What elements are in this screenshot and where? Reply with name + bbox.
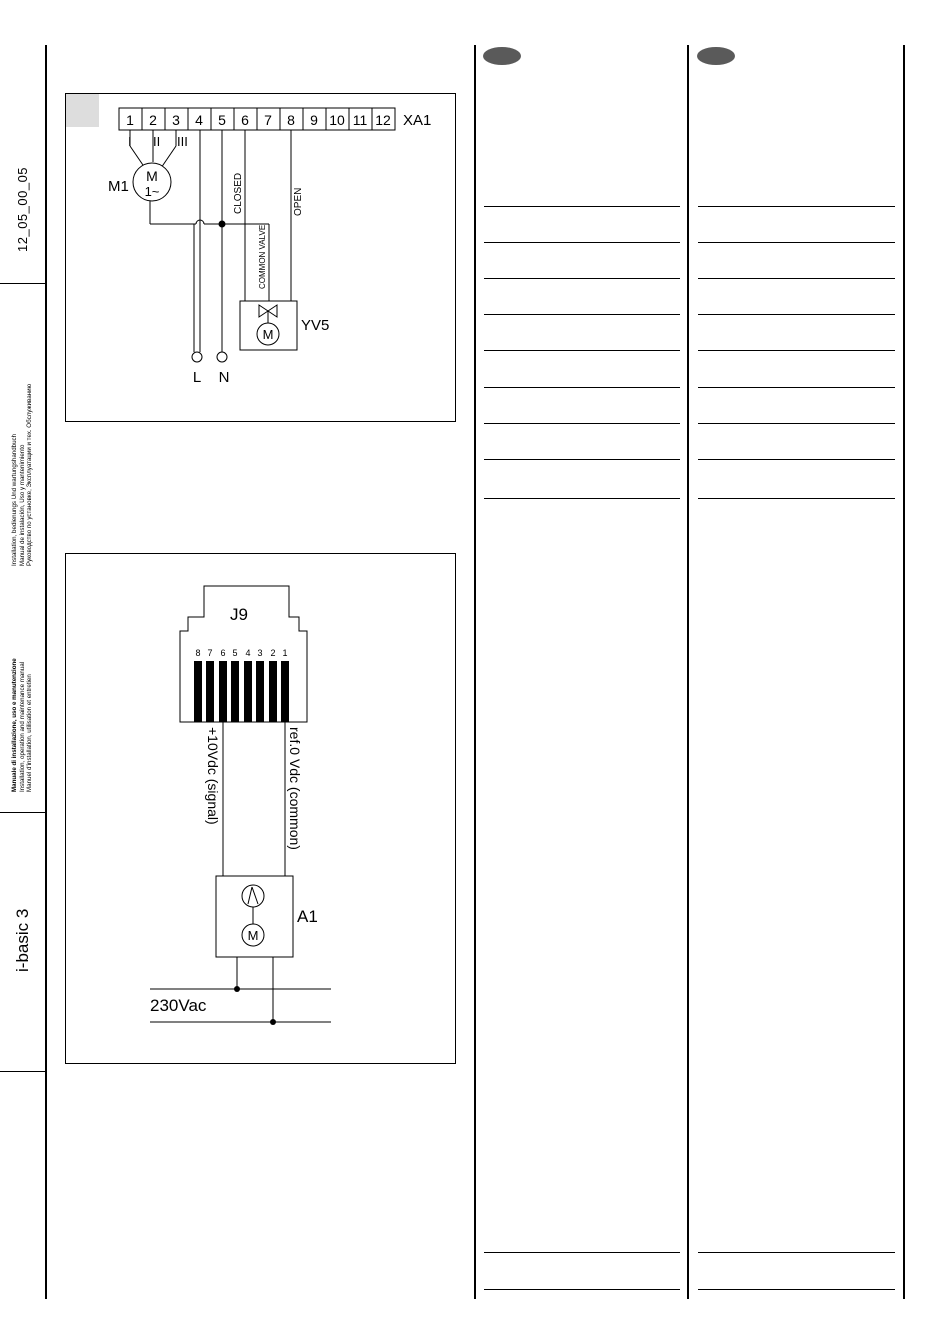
neutral-label: N: [218, 369, 230, 386]
pin-number: 3: [257, 648, 263, 658]
closed-label: CLOSED: [233, 172, 244, 214]
line-label: L: [192, 369, 202, 386]
blank-line: [484, 1252, 680, 1253]
terminal-number: 12: [375, 112, 391, 128]
winding-label: II: [153, 134, 161, 149]
manual-titles-block-2: [11, 658, 34, 792]
valve-label: YV5: [301, 317, 330, 334]
supply-label: 230Vac: [150, 996, 207, 1015]
device-motor-symbol: M: [247, 928, 259, 943]
junction-dot: [270, 1019, 276, 1025]
column-rule-left: [474, 45, 476, 1299]
document-code: 12_05_00_05: [15, 166, 30, 252]
pin-number: 2: [270, 648, 276, 658]
pin-number: 7: [207, 648, 213, 658]
valve-motor-symbol: M: [262, 327, 274, 342]
blank-line: [484, 314, 680, 315]
neutral-terminal-icon: [217, 352, 227, 362]
blank-line: [698, 206, 895, 207]
language-badge-icon: [483, 47, 521, 65]
blank-line: [698, 498, 895, 499]
blank-line: [698, 459, 895, 460]
line-terminal-icon: [192, 352, 202, 362]
pin-number: 6: [220, 648, 226, 658]
column-rule-right: [903, 45, 905, 1299]
fan-icon: [242, 885, 264, 907]
open-label: OPEN: [293, 187, 304, 216]
manual-titles-block-1: [11, 384, 34, 566]
blank-line: [484, 1289, 680, 1290]
signal-label: +10Vdc (signal): [205, 727, 221, 825]
terminal-number: 8: [287, 112, 295, 128]
language-badge-icon: [697, 47, 735, 65]
device-label: A1: [297, 907, 318, 926]
motor-symbol: M: [146, 168, 158, 184]
terminal-number: 5: [218, 112, 226, 128]
blank-line: [484, 498, 680, 499]
blank-line: [698, 278, 895, 279]
terminal-number: 3: [172, 112, 180, 128]
sidebar-divider: [0, 283, 45, 284]
blank-line: [698, 423, 895, 424]
blank-line: [484, 387, 680, 388]
connector-label: J9: [230, 605, 248, 624]
blank-line: [698, 242, 895, 243]
blank-line: [484, 278, 680, 279]
blank-line: [698, 1289, 895, 1290]
blank-line: [484, 206, 680, 207]
manual-title-de: Installation, bedienungs Und wartungshandbuch: [11, 433, 18, 566]
winding-label: III: [177, 134, 188, 149]
column-rule-middle: [687, 45, 689, 1299]
blank-line: [698, 350, 895, 351]
blank-line: [484, 423, 680, 424]
manual-title-ru: Руководство по установке, Эксплуатации и тех. Обслуживанию: [26, 383, 33, 566]
winding-label: I: [128, 134, 132, 149]
figure-marker: [66, 94, 99, 127]
terminal-number: 7: [264, 112, 272, 128]
common-valve-label: COMMON VALVE: [258, 224, 267, 289]
terminal-number: 6: [241, 112, 249, 128]
wiring-diagram-j9-svg: [66, 554, 455, 1063]
manual-title-it: Manuale di installazione, uso e manutenzione: [11, 658, 18, 792]
wiring-diagram-j9: [65, 553, 456, 1064]
wiring-diagram-xa1-svg: [66, 94, 455, 421]
sidebar-divider: [0, 1071, 45, 1072]
pin-number: 5: [232, 648, 238, 658]
terminal-block-label: XA1: [403, 112, 432, 129]
common-label: ref.0 Vdc (common): [287, 727, 303, 850]
junction-dot: [219, 221, 226, 228]
blank-line: [484, 242, 680, 243]
pin-number: 8: [195, 648, 201, 658]
terminal-number: 10: [329, 112, 345, 128]
terminal-number: 1: [126, 112, 134, 128]
motor-label: M1: [108, 178, 129, 195]
terminal-number: 4: [195, 112, 203, 128]
pin-number: 4: [245, 648, 251, 658]
manual-title-es: Manual de instalación, Uso y mantenimiento: [18, 444, 26, 566]
sidebar-divider: [0, 812, 45, 813]
manual-title-fr: Manuel d'installation, utilisation et entretien: [26, 674, 33, 792]
terminal-number: 11: [352, 112, 368, 128]
blank-line: [698, 314, 895, 315]
blank-line: [484, 350, 680, 351]
blank-line: [698, 1252, 895, 1253]
manual-title-en: Installation, operation and maintenance manual: [18, 661, 26, 792]
wiring-diagram-xa1: [65, 93, 456, 422]
terminal-number: 9: [310, 112, 318, 128]
blank-line: [698, 387, 895, 388]
blank-line: [484, 459, 680, 460]
terminal-number: 2: [149, 112, 157, 128]
product-name: i-basic 3: [13, 908, 32, 972]
motor-phase: 1~: [144, 184, 160, 199]
sidebar-rule: [45, 45, 47, 1299]
pin-number: 1: [282, 648, 288, 658]
junction-dot: [234, 986, 240, 992]
